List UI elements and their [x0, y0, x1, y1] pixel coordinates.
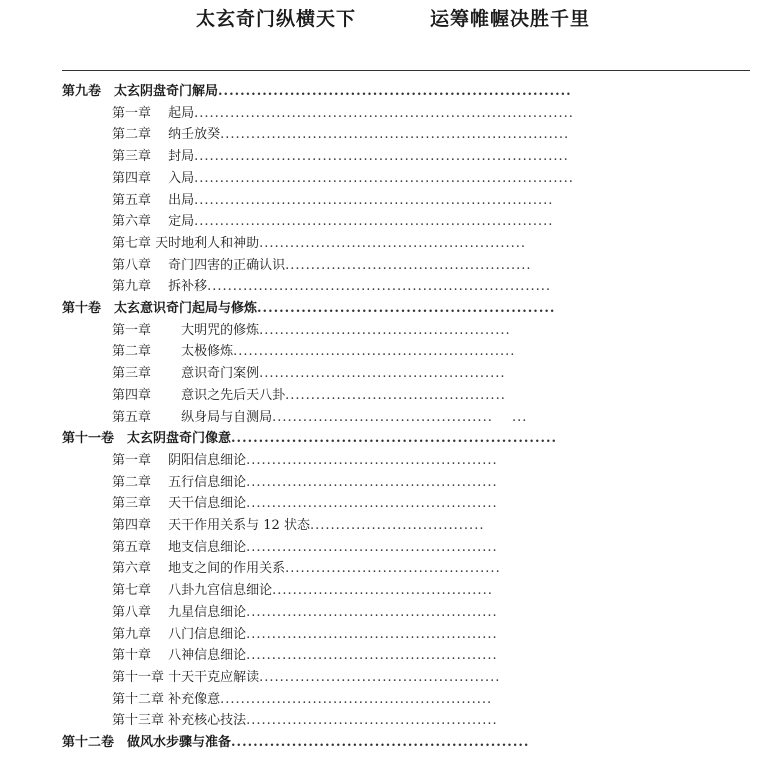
toc-entry-title: 第三章 封局 [112, 149, 195, 165]
toc-chapter[interactable] [112, 667, 500, 689]
toc-leader-dots: ......................................................................... [194, 149, 569, 165]
toc-entry-title: 第一章 起局 [112, 105, 195, 121]
toc-chapter[interactable] [112, 320, 511, 342]
toc-leader-dots: ............................................... [259, 669, 501, 685]
toc-chapter[interactable] [112, 580, 493, 602]
toc-chapter[interactable] [112, 645, 498, 667]
toc-leader-dots: ................................................. [246, 626, 498, 642]
toc-leader-dots: ................................................. [246, 713, 498, 729]
toc-leader-dots: ...................................................... [231, 735, 530, 750]
toc-chapter[interactable] [112, 450, 498, 472]
toc-leader-dots: ........................................... ... [272, 409, 528, 425]
toc-entry-title: 第十一章 十天干克应解读 [112, 669, 260, 685]
header-right-title: 运筹帷幄决胜千里 [430, 8, 591, 30]
toc-chapter[interactable] [112, 472, 498, 494]
toc-leader-dots: ................................................. [246, 496, 498, 512]
toc-leader-dots: ........................................... [285, 387, 506, 403]
toc-chapter[interactable] [112, 493, 498, 515]
toc-entry-title: 第五章 地支信息细论 [112, 539, 247, 555]
page-header [0, 4, 765, 34]
toc-entry-title: 第七章 天时地利人和神助 [112, 235, 260, 251]
toc-entry-title: 第四章 天干作用关系与 12 状态 [112, 518, 310, 533]
toc-leader-dots: ...................................................................... [194, 214, 554, 230]
toc-chapter[interactable] [112, 341, 515, 363]
toc-leader-dots: ................................................. [246, 539, 498, 555]
toc-entry-title: 第六章 定局 [112, 214, 195, 230]
toc-entry-title: 第十一卷 太玄阴盘奇门像意 [62, 431, 232, 447]
toc-entry-title: 第十三章 补充核心技法 [112, 713, 247, 729]
toc-leader-dots: ................................................. [246, 452, 498, 468]
toc-entry-title: 第二章 纳壬放癸 [112, 127, 221, 143]
toc-chapter[interactable] [112, 211, 553, 233]
toc-chapter[interactable] [112, 233, 526, 255]
toc-chapter[interactable] [112, 124, 569, 146]
header-left-title: 太玄奇门纵横天下 [196, 8, 357, 30]
toc-leader-dots: ...................................................... [257, 301, 556, 316]
toc-entry-title: 第十二章 补充像意 [112, 691, 221, 707]
header-divider [62, 70, 750, 71]
toc-leader-dots: ................................................. [246, 604, 498, 620]
toc-entry-title: 第一章 大明咒的修炼 [112, 322, 260, 338]
toc-entry-title: 第二章 太极修炼 [112, 344, 234, 360]
toc-chapter[interactable] [112, 146, 569, 168]
toc-leader-dots: ........................................... [272, 583, 493, 599]
toc-chapter[interactable] [112, 602, 498, 624]
toc-volume[interactable] [62, 732, 529, 754]
toc-entry-title: 第三章 意识奇门案例 [112, 366, 260, 382]
toc-leader-dots: .......................................... [285, 561, 501, 577]
toc-leader-dots: ....................................................... [233, 344, 516, 360]
toc-chapter[interactable] [112, 689, 492, 711]
toc-entry-title: 第十卷 太玄意识奇门起局与修炼 [62, 301, 258, 316]
toc-entry-title: 第四章 入局 [112, 170, 195, 186]
toc-chapter[interactable] [112, 168, 574, 190]
toc-entry-title: 第八章 奇门四害的正确认识 [112, 257, 286, 273]
toc-chapter[interactable] [112, 537, 498, 559]
toc-chapter[interactable] [112, 103, 574, 125]
toc-entry-title: 第九卷 太玄阴盘奇门解局 [62, 84, 219, 99]
toc-leader-dots: ...................................................................... [194, 192, 554, 208]
toc-chapter[interactable] [112, 558, 501, 580]
toc-chapter[interactable] [112, 624, 498, 646]
toc-entry-title: 第六章 地支之间的作用关系 [112, 561, 286, 577]
toc-entry-title: 第四章 意识之先后天八卦 [112, 387, 286, 403]
toc-chapter[interactable] [112, 276, 551, 298]
toc-chapter[interactable] [112, 515, 484, 537]
toc-leader-dots: .................................................... [259, 235, 527, 251]
toc-volume[interactable] [62, 81, 572, 103]
toc-chapter[interactable] [112, 407, 527, 429]
toc-entry-title: 第五章 出局 [112, 192, 195, 208]
toc-chapter[interactable] [112, 385, 506, 407]
toc-volume[interactable] [62, 298, 555, 320]
toc-leader-dots: ..................................................... [220, 691, 493, 707]
toc-volume[interactable] [62, 428, 557, 450]
toc-chapter[interactable] [112, 710, 498, 732]
toc-leader-dots: ........................................................... [231, 431, 558, 447]
toc-leader-dots: ................................................. [246, 648, 498, 664]
toc-leader-dots: ................................................................ [218, 84, 572, 99]
toc-chapter[interactable] [112, 363, 506, 385]
toc-leader-dots: ................................................ [285, 257, 532, 273]
toc-leader-dots: .................................................................... [220, 127, 570, 143]
toc-leader-dots: .......................................................................... [194, 105, 574, 121]
toc-entry-title: 第一章 阴阳信息细论 [112, 452, 247, 468]
toc-chapter[interactable] [112, 255, 532, 277]
toc-entry-title: 第三章 天干信息细论 [112, 496, 247, 512]
toc-leader-dots: ................................................................... [207, 279, 552, 295]
toc-entry-title: 第五章 纵身局与自测局 [112, 409, 273, 425]
toc-entry-title: 第十二卷 做风水步骤与准备 [62, 735, 232, 750]
toc-entry-title: 第九章 拆补移 [112, 279, 208, 295]
toc-entry-title: 第七章 八卦九宫信息细论 [112, 583, 273, 599]
toc-chapter[interactable] [112, 190, 553, 212]
toc-leader-dots: ................................................. [246, 474, 498, 490]
toc-entry-title: 第十章 八神信息细论 [112, 648, 247, 664]
toc-leader-dots: ................................................ [259, 366, 506, 382]
toc-leader-dots: ................................................. [259, 322, 511, 338]
toc-entry-title: 第二章 五行信息细论 [112, 474, 247, 490]
toc-leader-dots: .................................. [309, 518, 485, 533]
toc-entry-title: 第八章 九星信息细论 [112, 604, 247, 620]
toc-entry-title: 第九章 八门信息细论 [112, 626, 247, 642]
toc-leader-dots: .......................................................................... [194, 170, 574, 186]
